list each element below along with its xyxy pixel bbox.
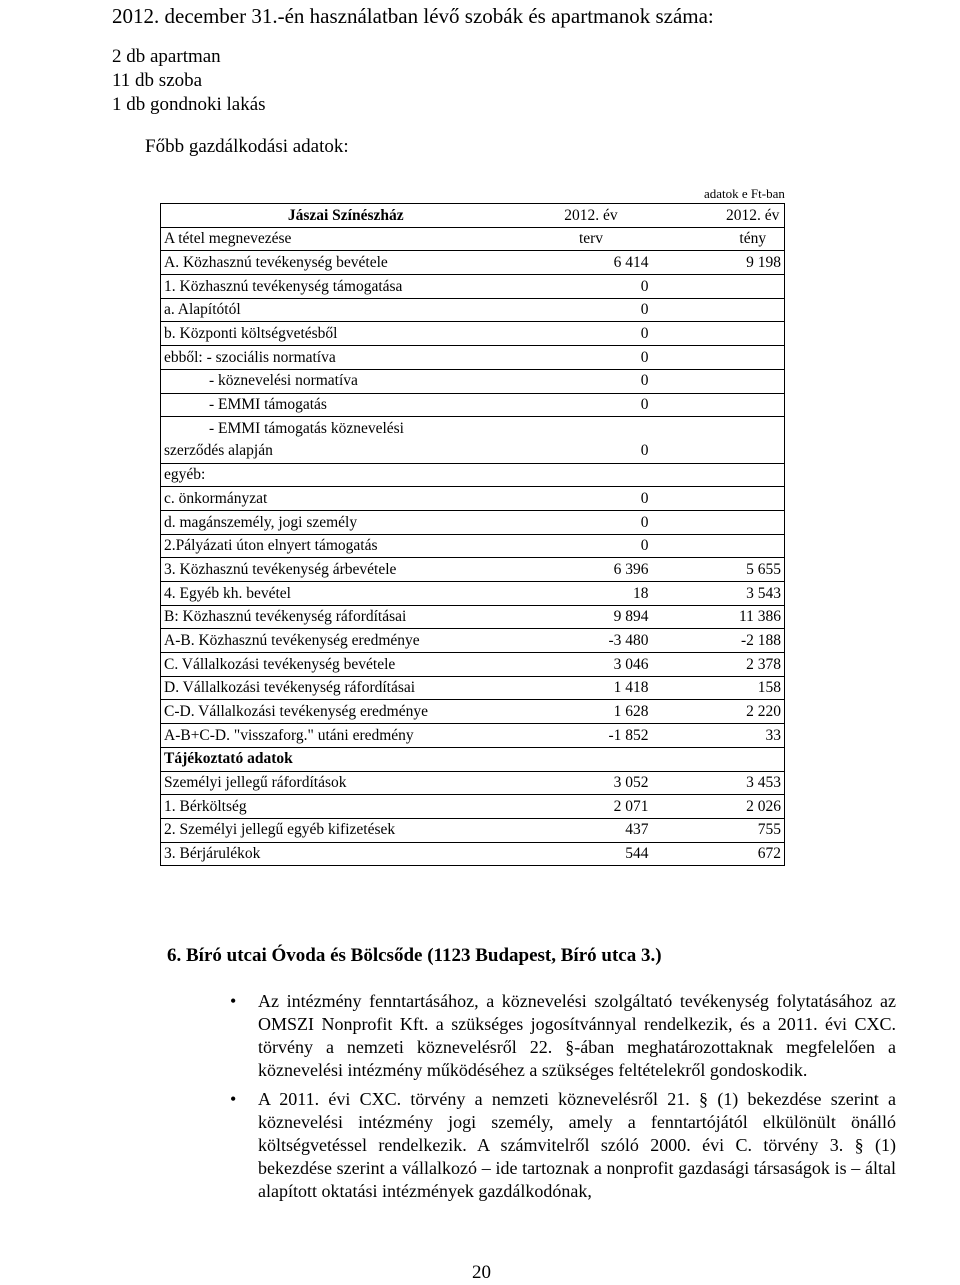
table-row bbox=[161, 605, 785, 629]
row-plan-value bbox=[531, 417, 655, 440]
row-actual-value: 3 453 bbox=[655, 771, 785, 795]
table-row bbox=[161, 346, 785, 370]
row-label: A. Közhasznú tevékenység bevétele bbox=[161, 251, 531, 275]
table-row bbox=[161, 322, 785, 346]
row-label: A-B+C-D. "visszaforg." utáni eredmény bbox=[161, 724, 531, 748]
table-row bbox=[161, 487, 785, 511]
row-actual-value bbox=[655, 393, 785, 417]
row-plan-value: 6 396 bbox=[531, 558, 655, 582]
row-plan-value bbox=[531, 463, 655, 487]
row-plan-value: 0 bbox=[531, 487, 655, 511]
count-rooms: 11 db szoba bbox=[112, 70, 203, 91]
row-label: - EMMI támogatás bbox=[161, 393, 531, 417]
row-label: 1. Közhasznú tevékenység támogatása bbox=[161, 275, 531, 299]
row-actual-value: -2 188 bbox=[655, 629, 785, 653]
row-label: ebből: - szociális normatíva bbox=[161, 346, 531, 370]
row-label: a. Alapítótól bbox=[161, 298, 531, 322]
item-name-header: A tétel megnevezése bbox=[161, 227, 531, 251]
row-plan-value: -3 480 bbox=[531, 629, 655, 653]
table-row bbox=[161, 653, 785, 677]
row-label: - EMMI támogatás köznevelési bbox=[161, 417, 531, 440]
table-row bbox=[161, 440, 785, 463]
row-actual-value bbox=[655, 747, 785, 771]
row-actual-value: 2 220 bbox=[655, 700, 785, 724]
row-plan-value: 0 bbox=[531, 322, 655, 346]
row-actual-value: 9 198 bbox=[655, 251, 785, 275]
table-header-row bbox=[161, 204, 785, 228]
page-number: 20 bbox=[472, 1262, 491, 1283]
count-caretaker-flat: 1 db gondnoki lakás bbox=[112, 94, 266, 115]
row-actual-value bbox=[655, 463, 785, 487]
row-actual-value: 5 655 bbox=[655, 558, 785, 582]
row-label: c. önkormányzat bbox=[161, 487, 531, 511]
bullet-icon: • bbox=[230, 991, 237, 1011]
table-subheader-row bbox=[161, 227, 785, 251]
row-plan-value: 0 bbox=[531, 346, 655, 370]
count-apartments: 2 db apartman bbox=[112, 46, 221, 67]
row-actual-value: 672 bbox=[655, 842, 785, 866]
row-label: - köznevelési normatíva bbox=[161, 369, 531, 393]
row-plan-value: 544 bbox=[531, 842, 655, 866]
table-row bbox=[161, 534, 785, 558]
row-label: szerződés alapján bbox=[161, 440, 531, 463]
row-actual-value bbox=[655, 346, 785, 370]
unit-note: adatok e Ft-ban bbox=[704, 186, 785, 201]
row-plan-value: 6 414 bbox=[531, 251, 655, 275]
table-row bbox=[161, 818, 785, 842]
table-row bbox=[161, 795, 785, 819]
row-label: 2.Pályázati úton elnyert támogatás bbox=[161, 534, 531, 558]
bullet-text: A 2011. évi CXC. törvény a nemzeti köznevelésről 21. § (1) bekezdése szerint a köznevelési intézmény jogi személy, amely a fenntartójától elkülönült önálló költségvetéssel rendelkezik. A számvitelről szóló 2000. évi C. törvény 3. § (1) bekezdése szerint a vállalkozó – ide tartoznak a nonprofit gazdasági társaságok is – által alapított oktatási intézmények gazdálkodónak, bbox=[258, 1089, 896, 1201]
financial-table bbox=[160, 203, 785, 866]
table-row bbox=[161, 629, 785, 653]
header-actual-year: 2012. év bbox=[655, 204, 785, 228]
table-title: Jászai Színészház bbox=[161, 204, 531, 228]
row-plan-value: 1 628 bbox=[531, 700, 655, 724]
row-plan-value: 0 bbox=[531, 440, 655, 463]
row-actual-value bbox=[655, 510, 785, 534]
table-row bbox=[161, 251, 785, 275]
row-plan-value: 3 052 bbox=[531, 771, 655, 795]
row-plan-value: 9 894 bbox=[531, 605, 655, 629]
table-row bbox=[161, 463, 785, 487]
bullet-icon: • bbox=[230, 1089, 237, 1109]
row-plan-value: 18 bbox=[531, 582, 655, 606]
row-label: C-D. Vállalkozási tevékenység eredménye bbox=[161, 700, 531, 724]
page-heading: 2012. december 31.-én használatban lévő szobák és apartmanok száma: bbox=[112, 4, 714, 28]
row-label: D. Vállalkozási tevékenység ráfordításai bbox=[161, 676, 531, 700]
row-actual-value: 33 bbox=[655, 724, 785, 748]
row-actual-value bbox=[655, 275, 785, 299]
table-row bbox=[161, 676, 785, 700]
row-actual-value: 3 543 bbox=[655, 582, 785, 606]
table-row bbox=[161, 558, 785, 582]
economic-data-label: Főbb gazdálkodási adatok: bbox=[145, 136, 349, 157]
row-plan-value: 0 bbox=[531, 298, 655, 322]
row-actual-value bbox=[655, 322, 785, 346]
list-item bbox=[230, 990, 896, 1082]
table-row bbox=[161, 298, 785, 322]
row-plan-value: 0 bbox=[531, 393, 655, 417]
header-plan-year: 2012. év bbox=[531, 204, 655, 228]
row-label: Személyi jellegű ráfordítások bbox=[161, 771, 531, 795]
table-row bbox=[161, 842, 785, 866]
row-label: Tájékoztató adatok bbox=[161, 747, 531, 771]
row-actual-value: 755 bbox=[655, 818, 785, 842]
row-plan-value: 1 418 bbox=[531, 676, 655, 700]
table-row bbox=[161, 582, 785, 606]
row-plan-value: 0 bbox=[531, 510, 655, 534]
section-title: 6. Bíró utcai Óvoda és Bölcsőde (1123 Budapest, Bíró utca 3.) bbox=[167, 945, 662, 966]
row-actual-value: 158 bbox=[655, 676, 785, 700]
table-row bbox=[161, 747, 785, 771]
row-actual-value: 2 026 bbox=[655, 795, 785, 819]
row-label: b. Központi költségvetésből bbox=[161, 322, 531, 346]
row-actual-value bbox=[655, 440, 785, 463]
row-plan-value: 0 bbox=[531, 275, 655, 299]
table-row bbox=[161, 275, 785, 299]
row-plan-value bbox=[531, 747, 655, 771]
row-label: egyéb: bbox=[161, 463, 531, 487]
bullet-list bbox=[230, 990, 896, 1209]
table-row bbox=[161, 369, 785, 393]
row-actual-value bbox=[655, 534, 785, 558]
table-row bbox=[161, 417, 785, 440]
bullet-text: Az intézmény fenntartásához, a köznevelési szolgáltató tevékenység folytatásához az OMSZI Nonprofit Kft. a szükséges jogosítvánnyal rendelkezik, és a 2011. évi CXC. törvény a nemzeti köznevelésről 22. §-ában meghatározottaknak megfelelően a köznevelési intézmény működéséhez a szükséges feltételekről gondoskodik. bbox=[258, 991, 896, 1080]
table-row bbox=[161, 700, 785, 724]
row-plan-value: 0 bbox=[531, 369, 655, 393]
row-actual-value: 11 386 bbox=[655, 605, 785, 629]
row-actual-value bbox=[655, 369, 785, 393]
row-label: d. magánszemély, jogi személy bbox=[161, 510, 531, 534]
row-actual-value bbox=[655, 487, 785, 511]
row-actual-value bbox=[655, 417, 785, 440]
row-label: 3. Bérjárulékok bbox=[161, 842, 531, 866]
row-plan-value: 0 bbox=[531, 534, 655, 558]
actual-header: tény bbox=[655, 227, 785, 251]
row-actual-value bbox=[655, 298, 785, 322]
table-row bbox=[161, 510, 785, 534]
table-row bbox=[161, 724, 785, 748]
row-label: 3. Közhasznú tevékenység árbevétele bbox=[161, 558, 531, 582]
row-plan-value: 2 071 bbox=[531, 795, 655, 819]
row-plan-value: 437 bbox=[531, 818, 655, 842]
row-plan-value: -1 852 bbox=[531, 724, 655, 748]
row-label: C. Vállalkozási tevékenység bevétele bbox=[161, 653, 531, 677]
row-label: 2. Személyi jellegű egyéb kifizetések bbox=[161, 818, 531, 842]
row-plan-value: 3 046 bbox=[531, 653, 655, 677]
row-actual-value: 2 378 bbox=[655, 653, 785, 677]
row-label: B: Közhasznú tevékenység ráfordításai bbox=[161, 605, 531, 629]
table-row bbox=[161, 393, 785, 417]
list-item bbox=[230, 1088, 896, 1203]
row-label: 1. Bérköltség bbox=[161, 795, 531, 819]
row-label: 4. Egyéb kh. bevétel bbox=[161, 582, 531, 606]
plan-header: terv bbox=[531, 227, 655, 251]
row-label: A-B. Közhasznú tevékenység eredménye bbox=[161, 629, 531, 653]
table-row bbox=[161, 771, 785, 795]
